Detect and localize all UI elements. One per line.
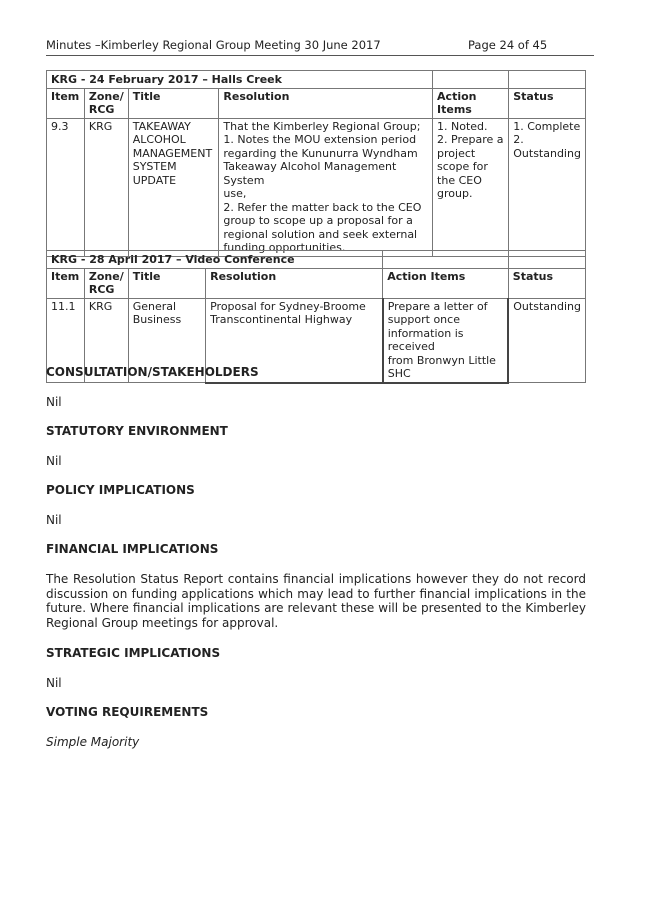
title-cell: General Business: [128, 298, 205, 383]
column-header: Item: [47, 88, 85, 118]
section-text: Nil: [46, 676, 62, 690]
resolution-table-apr: [46, 250, 586, 384]
table-caption: KRG - 28 April 2017 – Video Conference: [47, 251, 383, 269]
status-cell: Outstanding: [508, 298, 585, 383]
strategic-section: [46, 646, 586, 660]
item-cell: 9.3: [47, 118, 85, 256]
section-paragraph: The Resolution Status Report contains financial implications however they do not record discussion on funding applications which may lead to further financial implications in the future. Where financial implications are relevant these will be presented to the Kimberley Regional Group meetings for approval.: [46, 572, 586, 630]
section-text: Nil: [46, 513, 62, 527]
document-title: Minutes –Kimberley Regional Group Meeting 30 June 2017: [46, 38, 381, 52]
policy-section: [46, 483, 586, 497]
column-header: Resolution: [219, 88, 433, 118]
table-header-row: [47, 88, 586, 118]
column-header: Status: [508, 268, 585, 298]
action-cell: Prepare a letter of support once information is received from Bronwyn Little SHC: [383, 298, 509, 383]
column-header: Item: [47, 268, 85, 298]
column-header: Action Items: [383, 268, 509, 298]
section-heading: CONSULTATION/STAKEHOLDERS: [46, 365, 259, 379]
zone-cell: KRG: [84, 118, 128, 256]
table-row: [47, 118, 586, 256]
table-caption: KRG - 24 February 2017 – Halls Creek: [47, 71, 433, 89]
resolution-cell: Proposal for Sydney-Broome Transcontinental Highway: [206, 298, 383, 383]
section-heading: STRATEGIC IMPLICATIONS: [46, 646, 221, 660]
column-header: Title: [128, 268, 205, 298]
title-cell: TAKEAWAY ALCOHOL MANAGEMENT SYSTEM UPDATE: [128, 118, 219, 256]
section-heading: FINANCIAL IMPLICATIONS: [46, 542, 219, 556]
voting-section: [46, 705, 586, 719]
section-text: Nil: [46, 395, 62, 409]
section-heading: STATUTORY ENVIRONMENT: [46, 424, 228, 438]
section-text: Simple Majority: [46, 735, 140, 749]
header-divider: [46, 55, 594, 56]
column-header: Action Items: [433, 88, 509, 118]
status-cell: 1. Complete 2. Outstanding: [509, 118, 586, 256]
column-header: Resolution: [206, 268, 383, 298]
financial-section: [46, 542, 586, 556]
section-heading: VOTING REQUIREMENTS: [46, 705, 209, 719]
column-header: Zone/ RCG: [84, 88, 128, 118]
resolution-table-feb: [46, 70, 586, 257]
resolution-cell: That the Kimberley Regional Group; 1. Notes the MOU extension period regarding the Kununurra Wyndham Takeaway Alcohol Management System use, 2. Refer the matter back to the CEO group to scope up a proposal for a regional solution and seek external funding opportunities.: [219, 118, 433, 256]
consultation-section: [46, 365, 586, 379]
zone-cell: KRG: [84, 298, 128, 383]
column-header: Status: [509, 88, 586, 118]
section-text: Nil: [46, 454, 62, 468]
statutory-section: [46, 424, 586, 438]
item-cell: 11.1: [47, 298, 85, 383]
page-number: Page 24 of 45: [468, 38, 548, 52]
action-cell: 1. Noted. 2. Prepare a project scope for the CEO group.: [433, 118, 509, 256]
column-header: Title: [128, 88, 219, 118]
column-header: Zone/ RCG: [84, 268, 128, 298]
table-header-row: [47, 268, 586, 298]
section-heading: POLICY IMPLICATIONS: [46, 483, 195, 497]
